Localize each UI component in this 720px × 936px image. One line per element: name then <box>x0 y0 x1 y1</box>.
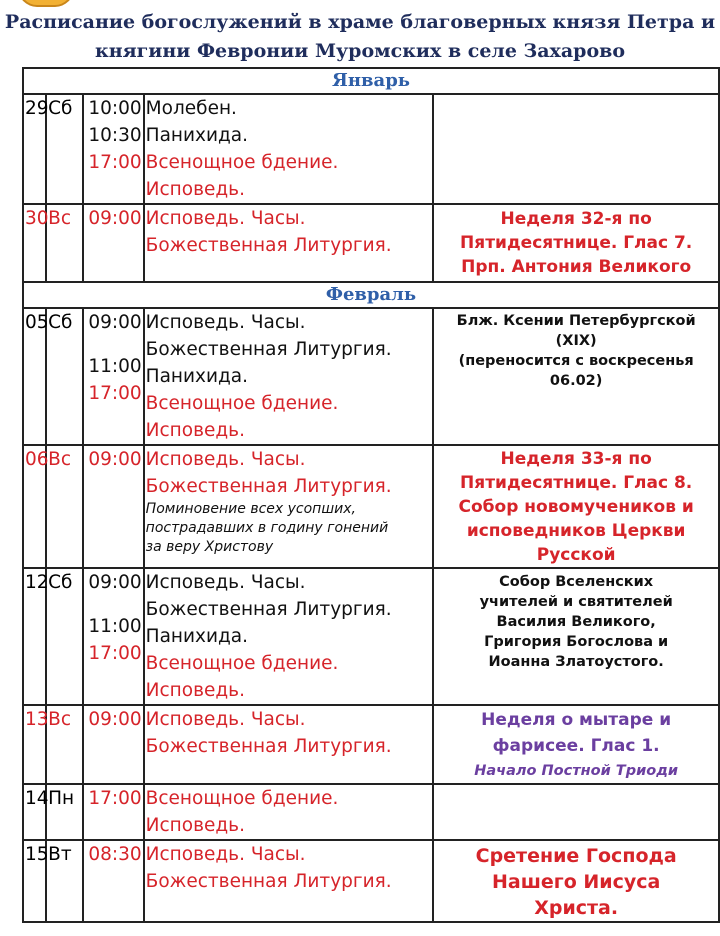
weekday: Вс <box>46 445 83 568</box>
day-number: 30 <box>23 204 46 282</box>
feast-cell <box>433 568 719 705</box>
time: 09:00 <box>88 449 142 470</box>
feast-line: Нашего Иисуса <box>491 871 661 893</box>
feast-line: учителей и святителей <box>479 594 673 610</box>
time-cell <box>83 840 143 922</box>
feast-cell <box>433 445 719 568</box>
feast-line: исповедников Церкви <box>466 521 686 541</box>
day-number: 15 <box>23 840 46 922</box>
feast-cell <box>433 204 719 282</box>
feast-line: Собор новомучеников и <box>458 497 694 517</box>
month-header-january: Январь <box>23 68 719 94</box>
service: Панихида. <box>145 366 249 387</box>
table-row <box>23 308 719 445</box>
time: 17:00 <box>88 383 142 404</box>
services-cell <box>144 308 434 445</box>
weekday: Вт <box>46 840 83 922</box>
time: 17:00 <box>88 643 142 664</box>
service: Исповедь. <box>145 179 245 200</box>
feast-line: Прп. Антония Великого <box>461 257 692 277</box>
feast-cell <box>433 784 719 840</box>
schedule-table <box>22 67 720 923</box>
time-cell <box>83 568 143 705</box>
feast-cell <box>433 840 719 922</box>
table-row <box>23 445 719 568</box>
weekday: Сб <box>46 568 83 705</box>
feast-line: Блж. Ксении Петербургской <box>456 313 696 329</box>
feast-line: Неделя 32-я по <box>500 209 652 229</box>
feast-line: Григория Богослова и <box>484 634 669 650</box>
service: Божественная Литургия. <box>145 871 392 892</box>
table-row <box>23 94 719 204</box>
time: 10:00 <box>88 98 142 119</box>
time: 09:00 <box>88 208 142 229</box>
service: Исповедь. Часы. <box>145 709 306 730</box>
service: Исповедь. <box>145 420 245 441</box>
service: Божественная Литургия. <box>145 235 392 256</box>
commemoration-note: за веру Христову <box>145 539 274 555</box>
services-cell <box>144 445 434 568</box>
feast-line: Христа. <box>534 897 619 919</box>
time: 10:30 <box>88 125 142 146</box>
weekday: Пн <box>46 784 83 840</box>
feast-line: Иоанна Златоустого. <box>488 654 664 670</box>
month-header-february: Февраль <box>23 282 719 308</box>
day-number: 12 <box>23 568 46 705</box>
weekday: Вс <box>46 204 83 282</box>
day-number: 06 <box>23 445 46 568</box>
services-cell <box>144 840 434 922</box>
service: Панихида. <box>145 125 249 146</box>
service: Молебен. <box>145 98 237 119</box>
table-row <box>23 568 719 705</box>
time-cell <box>83 445 143 568</box>
service: Божественная Литургия. <box>145 476 392 497</box>
time: 09:00 <box>88 312 142 333</box>
time-cell <box>83 308 143 445</box>
commemoration-note: Поминовение всех усопших, <box>145 501 356 517</box>
feast-line: Неделя о мытаре и <box>481 710 672 730</box>
time-cell <box>83 204 143 282</box>
title-line-1: Расписание богослужений в храме благоверных князя Петра и <box>4 11 716 33</box>
day-number: 29 <box>23 94 46 204</box>
feast-line: Пятидесятнице. Глас 8. <box>460 473 693 493</box>
table-row <box>23 784 719 840</box>
table-row <box>23 705 719 784</box>
feast-line: фарисее. Глас 1. <box>492 736 660 756</box>
time-cell <box>83 705 143 784</box>
feast-line: (XIX) <box>555 333 597 349</box>
feast-line: (переносится с воскресенья <box>458 353 694 369</box>
time: 17:00 <box>88 788 142 809</box>
feast-cell <box>433 94 719 204</box>
service: Божественная Литургия. <box>145 339 392 360</box>
time-cell <box>83 94 143 204</box>
weekday: Сб <box>46 308 83 445</box>
feast-subtitle: Начало Постной Триоди <box>474 763 679 779</box>
service: Всенощное бдение. <box>145 393 339 414</box>
service: Исповедь. Часы. <box>145 449 306 470</box>
feast-line: Неделя 33-я по <box>500 449 652 469</box>
services-cell <box>144 94 434 204</box>
table-row <box>23 840 719 922</box>
day-number: 13 <box>23 705 46 784</box>
service: Исповедь. <box>145 815 245 836</box>
time: 08:30 <box>88 844 142 865</box>
feast-line: Пятидесятнице. Глас 7. <box>460 233 693 253</box>
time: 17:00 <box>88 152 142 173</box>
time: 11:00 <box>88 356 142 377</box>
services-cell <box>144 784 434 840</box>
feast-line: Собор Вселенских <box>499 574 654 590</box>
feast-line: Сретение Господа <box>475 845 677 867</box>
feast-cell <box>433 705 719 784</box>
service: Панихида. <box>145 626 249 647</box>
service: Исповедь. Часы. <box>145 208 306 229</box>
feast-line: Русской <box>536 545 616 565</box>
time-cell <box>83 784 143 840</box>
day-number: 05 <box>23 308 46 445</box>
service: Всенощное бдение. <box>145 653 339 674</box>
time: 09:00 <box>88 709 142 730</box>
services-cell <box>144 705 434 784</box>
time: 11:00 <box>88 616 142 637</box>
service: Божественная Литургия. <box>145 599 392 620</box>
service: Божественная Литургия. <box>145 736 392 757</box>
feast-cell <box>433 308 719 445</box>
services-cell <box>144 568 434 705</box>
commemoration-note: пострадавших в годину гонений <box>145 520 389 536</box>
service: Всенощное бдение. <box>145 788 339 809</box>
service: Исповедь. <box>145 680 245 701</box>
church-logo-icon <box>18 0 74 7</box>
weekday: Вс <box>46 705 83 784</box>
feast-line: 06.02) <box>549 373 603 389</box>
feast-line: Василия Великого, <box>496 614 656 630</box>
time: 09:00 <box>88 572 142 593</box>
title-line-2: княгини Февронии Муромских в селе Захарово <box>94 40 626 62</box>
service: Исповедь. Часы. <box>145 572 306 593</box>
day-number: 14 <box>23 784 46 840</box>
weekday: Сб <box>46 94 83 204</box>
service: Исповедь. Часы. <box>145 312 306 333</box>
services-cell <box>144 204 434 282</box>
service: Исповедь. Часы. <box>145 844 306 865</box>
service: Всенощное бдение. <box>145 152 339 173</box>
table-row <box>23 204 719 282</box>
